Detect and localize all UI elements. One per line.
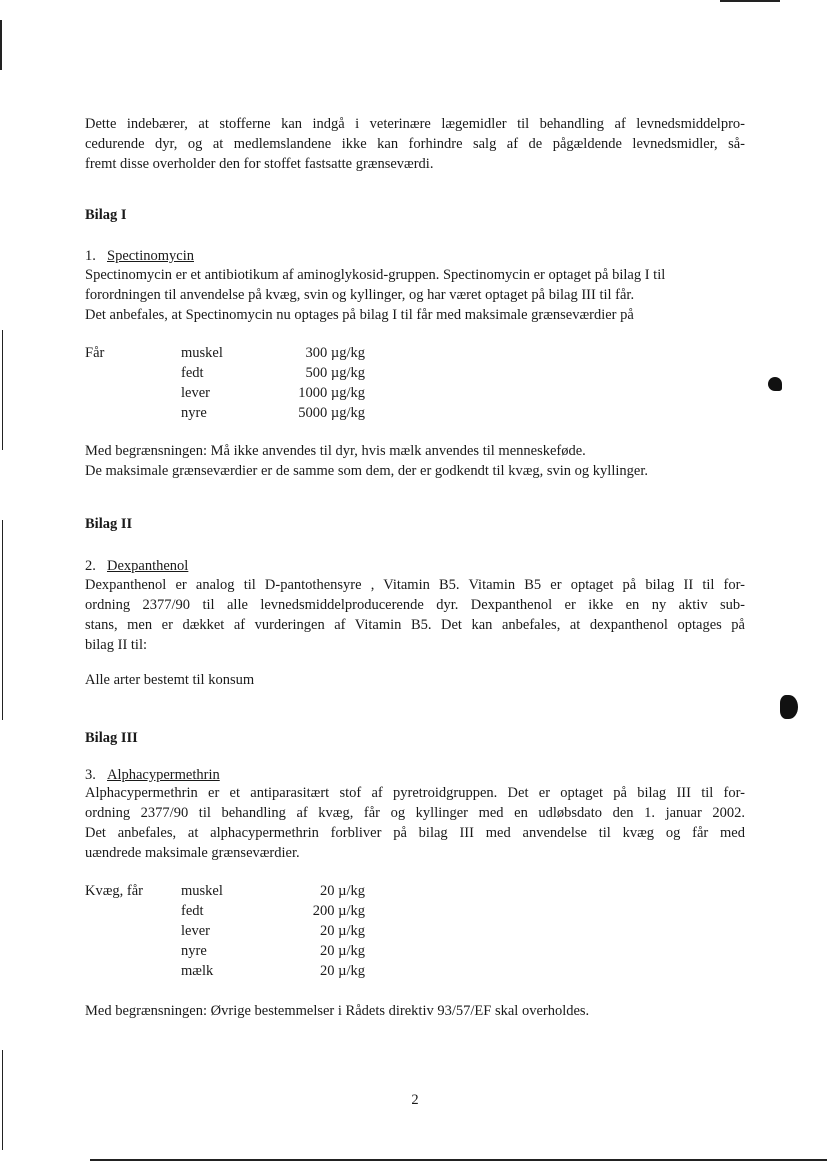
scan-edge-mark <box>0 20 2 70</box>
scan-edge-mark <box>2 330 3 450</box>
bilag-2-line: ordning 2377/90 til alle levnedsmiddelproducerende dyr. Dexpanthenol er ikke en ny aktiv sub- <box>85 597 745 613</box>
bilag-3-note: Med begrænsningen: Øvrige bestemmelser i Rådets direktiv 93/57/EF skal overholdes. <box>85 1003 590 1019</box>
scan-bottom-line <box>90 1159 827 1161</box>
page-number: 2 <box>411 1092 419 1108</box>
tissue-cell: lever <box>181 385 210 401</box>
tissue-cell: mælk <box>181 963 214 979</box>
item-name: Spectinomycin <box>107 248 194 264</box>
value-cell: 300 µg/kg <box>305 345 365 361</box>
bilag-2-line: bilag II til: <box>85 637 148 653</box>
bilag-3-item-title <box>85 765 220 785</box>
value-cell: 5000 µg/kg <box>298 405 365 421</box>
value-cell: 20 µ/kg <box>319 923 365 939</box>
value-cell: 500 µg/kg <box>305 365 365 381</box>
tissue-cell: fedt <box>181 365 204 381</box>
bilag-3-line: uændrede maksimale grænseværdier. <box>85 845 300 861</box>
item-name: Dexpanthenol <box>107 558 189 574</box>
bilag-1-paragraph <box>85 265 745 325</box>
tissue-cell: nyre <box>181 943 207 959</box>
bilag-2-item-title <box>85 556 188 576</box>
bilag-1-line: forordningen til anvendelse på kvæg, svin og kyllinger, og har været optaget på bilag III til får. <box>85 287 635 303</box>
table-row <box>85 961 485 981</box>
note-line: Med begrænsningen: Må ikke anvendes til dyr, hvis mælk anvendes til menneskeføde. <box>85 443 586 459</box>
bilag-3-paragraph <box>85 783 745 863</box>
bilag-1-note <box>85 441 745 481</box>
intro-paragraph <box>85 114 745 174</box>
tissue-cell: muskel <box>181 883 223 899</box>
table-row <box>85 343 485 363</box>
bilag-2-heading: Bilag II <box>85 516 133 532</box>
bilag-3-line: Det anbefales, at alphacypermethrin forbliver på bilag III med anvendelse til kvæg og får med <box>85 825 745 841</box>
tissue-cell: lever <box>181 923 210 939</box>
table-row <box>85 881 485 901</box>
bilag-1-item-title <box>85 246 194 266</box>
bilag-1-line: Det anbefales, at Spectinomycin nu optages på bilag I til får med maksimale grænseværdier på <box>85 307 634 323</box>
intro-line: Dette indebærer, at stofferne kan indgå i veterinære lægemidler til behandling af levnedsmiddelpro- <box>85 116 745 132</box>
species-cell: Kvæg, får <box>85 883 143 899</box>
bilag-2-line: stans, men er dækket af vurderingen af Vitamin B5. Det kan anbefales, at dexpanthenol optages på <box>85 617 745 633</box>
table-row <box>85 383 485 403</box>
scan-edge-mark <box>2 1050 3 1150</box>
value-cell: 20 µ/kg <box>319 963 365 979</box>
bilag-1-heading: Bilag I <box>85 207 127 223</box>
table-row <box>85 941 485 961</box>
bilag-2-paragraph <box>85 575 745 655</box>
value-cell: 200 µ/kg <box>312 903 365 919</box>
value-cell: 20 µ/kg <box>319 943 365 959</box>
table-row <box>85 921 485 941</box>
note-line: De maksimale grænseværdier er de samme som dem, der er godkendt til kvæg, svin og kyllinger. <box>85 463 648 479</box>
item-name: Alphacypermethrin <box>107 767 220 783</box>
table-row <box>85 363 485 383</box>
item-number: 2. <box>85 558 96 574</box>
bilag-3-line: ordning 2377/90 til behandling af kvæg, får og kyllinger med en udløbsdato den 1. januar 2002. <box>85 805 745 821</box>
value-cell: 1000 µg/kg <box>298 385 365 401</box>
species-cell: Får <box>85 345 105 361</box>
bilag-2-line: Dexpanthenol er analog til D-pantothensyre , Vitamin B5. Vitamin B5 er optaget på bilag II til for- <box>85 577 745 593</box>
tissue-cell: muskel <box>181 345 223 361</box>
table-row <box>85 403 485 423</box>
item-number: 3. <box>85 767 96 783</box>
bilag-3-heading: Bilag III <box>85 730 138 746</box>
tissue-cell: fedt <box>181 903 204 919</box>
intro-line: fremt disse overholder den for stoffet fastsatte grænseværdi. <box>85 156 434 172</box>
tissue-cell: nyre <box>181 405 207 421</box>
bilag-2-note: Alle arter bestemt til konsum <box>85 672 255 688</box>
scan-edge-mark <box>2 520 3 720</box>
bilag-1-line: Spectinomycin er et antibiotikum af aminoglykosid-gruppen. Spectinomycin er optaget på bilag I til <box>85 267 666 283</box>
value-cell: 20 µ/kg <box>319 883 365 899</box>
bilag-3-line: Alphacypermethrin er et antiparasitært stof af pyretroidgruppen. Det er optaget på bilag III til for- <box>85 785 745 801</box>
scan-top-mark <box>720 0 780 2</box>
intro-line: cedurende dyr, og at medlemslandene ikke kan forhindre salg af de pågældende levnedsmidler, så- <box>85 136 745 152</box>
punch-hole-mark <box>780 695 798 719</box>
item-number: 1. <box>85 248 96 264</box>
punch-hole-mark <box>768 377 782 391</box>
table-row <box>85 901 485 921</box>
